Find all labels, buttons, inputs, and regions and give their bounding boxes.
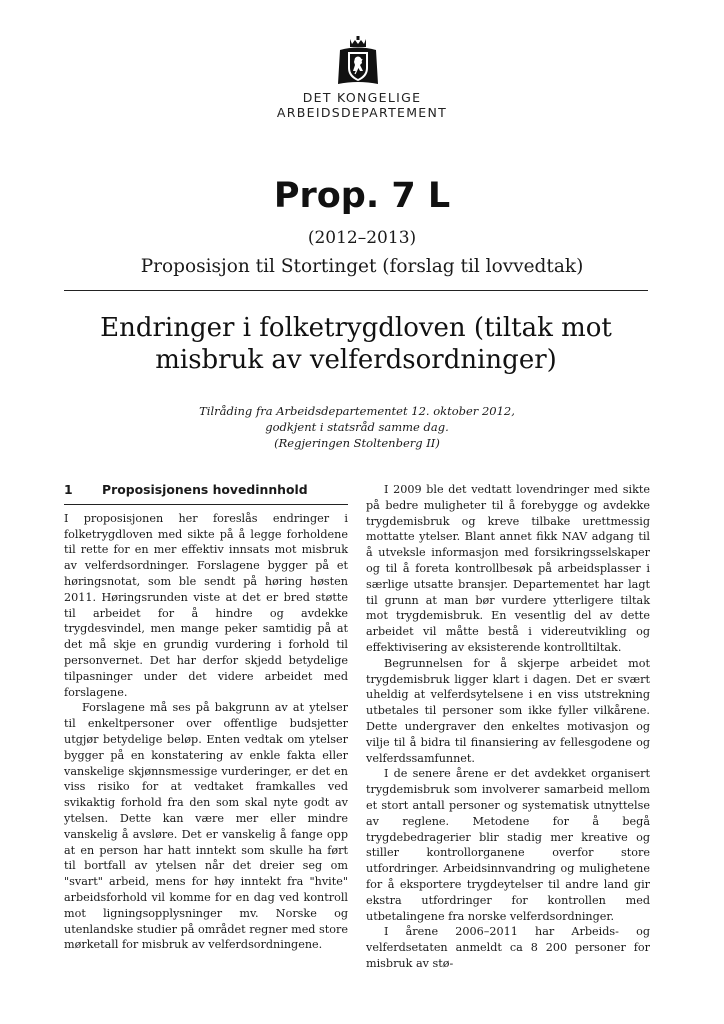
royal-coat-of-arms-icon — [334, 36, 382, 88]
proposition-number: Prop. 7 L — [273, 176, 451, 216]
approval-line: Tilråding fra Arbeidsdepartementet 12. oktober 2012, — [199, 404, 515, 418]
approval-line: godkjent i statsråd samme dag. — [265, 420, 449, 434]
left-column — [64, 482, 348, 953]
paragraph: I de senere årene er det avdekket organisert trygdemisbruk som involverer samarbeid mellom et stort antall personer og systematisk utnyttelse av reglene. Metodene for å begå trygdebedragerier blir stadig mer kreative og stiller kontrollorganene overfor store utfordringer. Arbeidsinnvandring og mulighetene for å eksportere trygdeytelser til andre land gir ekstra utfordringer for kontrollen med utbetalingene fra norske velferdsordninger. — [366, 767, 650, 923]
paragraph: Forslagene må ses på bakgrunn av at ytelser til enkeltpersoner over offentlige budsjetter utgjør betydelige beløp. Enten vedtak om ytelser bygger på en konstatering av enkle fakta eller vanskelige skjønnsmessige vurderinger, er det en viss risiko for at vedtaket framkalles ved svikaktig forhold fra den som skal nyte godt av ytelsen. Dette kan være mer eller mindre vanskelig å avsløre. Det er vanskelig å fange opp at en person har hatt inntekt som skulle ha ført til bortfall av ytelsen når det dreier seg om "svart" arbeid, mens for høy inntekt fra "hvite" arbeidsforhold vil komme for en dag ved kontroll mot ligningsopplysninger mv. Norske og utenlandske studier på området regner med store mørketall for misbruk av velferdsordningene. — [64, 701, 348, 952]
paragraph: I 2009 ble det vedtatt lovendringer med sikte på bedre muligheter til å forebygge og avdekke trygdemisbruk og kreve tilbake urettmessig mottatte ytelser. Blant annet fikk NAV adgang til å utveksle informasjon med forsikringsselskaper og til å foreta kontrollbesøk på arbeidsplasser i særlige utsatte bransjer. Departementet har lagt til grunn at man bør vurdere ytterligere tiltak mot trygdemisbruk. En vesentlig del av dette arbeidet vil måtte bestå i videreutvikling og effektivisering av eksisterende kontrolltiltak. — [366, 483, 650, 654]
proposition-years: (2012–2013) — [307, 228, 417, 248]
paragraph: I proposisjonen her foreslås endringer i folketrygdloven med sikte på å legge forholdene til rette for en mer effektiv innsats mot misbruk av velferdsordninger. Forslagene bygger på et høringsnotat, som ble sendt på høring høsten 2011. Høringsrunden viste at det er bred støtte til arbeidet for å hindre og avdekke trygdesvindel, men mange peker samtidig på at det må skje en grundig vurdering i forhold til personvernet. Det har derfor skjedd betydelige tilpasninger under det videre arbeidet med forslagene. — [64, 511, 348, 699]
document-title: Endringer i folketrygdloven (tiltak mot misbruk av velferdsordninger) — [100, 313, 612, 375]
department-name-line1: DET KONGELIGE — [302, 90, 422, 105]
paragraph: I årene 2006–2011 har Arbeids- og velferdsetaten anmeldt ca 8 200 personer for misbruk av stø- — [366, 925, 650, 970]
department-name-line2: ARBEIDSDEPARTEMENT — [276, 105, 448, 120]
approval-line: (Regjeringen Stoltenberg II) — [274, 436, 440, 450]
section-number: 1 — [64, 482, 73, 497]
section-title: Proposisjonens hovedinnhold — [102, 482, 308, 497]
section-heading — [64, 482, 348, 505]
paragraph: Begrunnelsen for å skjerpe arbeidet mot trygdemisbruk ligger klart i dagen. Det er svært uheldig at velferdsytelsene i en viss utstrekning utbetales til personer som ikke fyller vilkårene. Dette undergraver den enkeltes motivasjon og vilje til å bidra til finansiering av fellesgodene og velferdssamfunnet. — [366, 656, 650, 765]
approval-statement — [150, 403, 564, 451]
proposition-type: Proposisjon til Stortinget (forslag til lovvedtak) — [140, 256, 584, 277]
title-divider — [64, 290, 648, 291]
right-column — [366, 482, 650, 972]
